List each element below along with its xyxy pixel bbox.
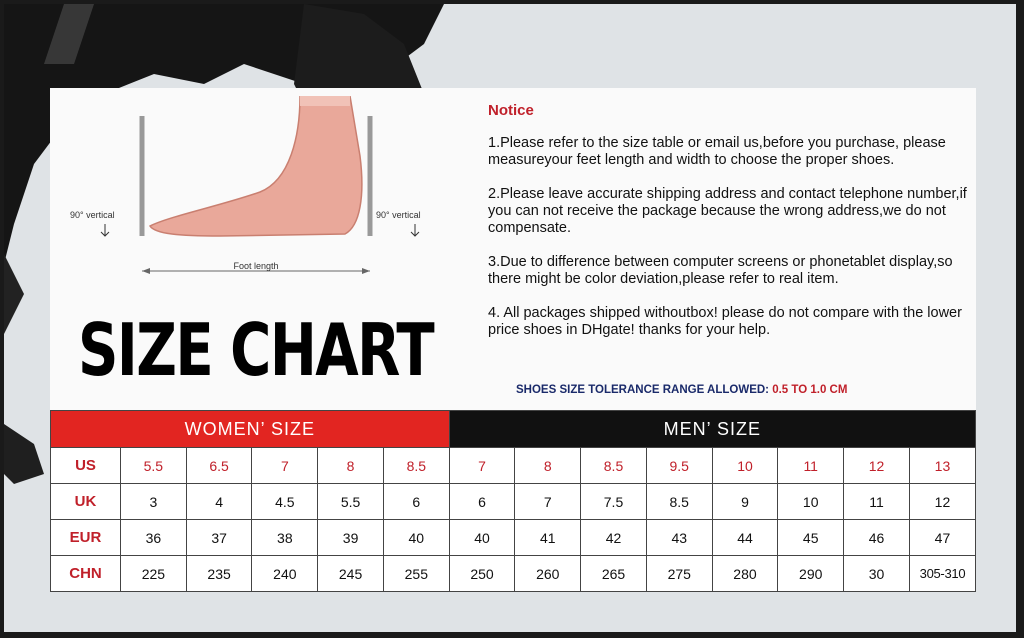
- table-cell: 47: [909, 520, 975, 556]
- size-chart-banner: [4, 4, 1016, 632]
- tolerance-note: [516, 384, 847, 396]
- table-row: [51, 520, 976, 556]
- table-cell: 6: [383, 484, 449, 520]
- table-cell: 260: [515, 556, 581, 592]
- table-cell: 45: [778, 520, 844, 556]
- table-cell: 12: [909, 484, 975, 520]
- foot-length-label: Foot length: [233, 261, 279, 271]
- table-cell: 8: [318, 448, 384, 484]
- table-cell: 40: [449, 520, 515, 556]
- row-label: US: [51, 448, 121, 484]
- table-cell: 280: [712, 556, 778, 592]
- table-cell: 37: [186, 520, 252, 556]
- women-size-header: WOMEN’ SIZE: [51, 411, 450, 448]
- foot-icon: [150, 96, 362, 236]
- notice-item: 3.Due to difference between computer screens or phonetablet display,so there might be color deviation,please refer to real item.: [488, 254, 953, 287]
- table-cell: 8.5: [646, 484, 712, 520]
- table-cell: 235: [186, 556, 252, 592]
- table-cell: 3: [121, 484, 187, 520]
- size-table: [50, 410, 976, 592]
- table-cell: 44: [712, 520, 778, 556]
- info-card: [50, 88, 976, 414]
- notice-section: [488, 102, 973, 356]
- table-cell: 8.5: [383, 448, 449, 484]
- table-row: [51, 484, 976, 520]
- table-cell: 250: [449, 556, 515, 592]
- table-cell: 40: [383, 520, 449, 556]
- table-cell: 240: [252, 556, 318, 592]
- table-cell: 275: [646, 556, 712, 592]
- table-cell: 8.5: [581, 448, 647, 484]
- table-cell: 265: [581, 556, 647, 592]
- notice-item: 1.Please refer to the size table or email us,before you purchase, please measureyour feet length and width to choose the proper shoes.: [488, 135, 946, 168]
- table-cell: 4: [186, 484, 252, 520]
- size-chart-title: SIZE CHART: [78, 308, 434, 392]
- table-cell: 46: [844, 520, 910, 556]
- table-cell: 43: [646, 520, 712, 556]
- table-cell: 42: [581, 520, 647, 556]
- table-cell: 225: [121, 556, 187, 592]
- table-header-row: [51, 411, 976, 448]
- notice-item: 4. All packages shipped withoutbox! please do not compare with the lower price shoes in DHgate! thanks for your help.: [488, 305, 962, 338]
- table-cell: 30: [844, 556, 910, 592]
- table-cell: 39: [318, 520, 384, 556]
- table-cell: 6: [449, 484, 515, 520]
- row-label: UK: [51, 484, 121, 520]
- table-cell: 305-310: [909, 556, 975, 592]
- table-cell: 255: [383, 556, 449, 592]
- table-cell: 7: [515, 484, 581, 520]
- row-label: EUR: [51, 520, 121, 556]
- notice-item: 2.Please leave accurate shipping address and contact telephone number,if you can not receive the package because the wrong address,we do not compensate.: [488, 186, 967, 236]
- men-size-header: MEN’ SIZE: [449, 411, 975, 448]
- table-row: [51, 556, 976, 592]
- table-cell: 41: [515, 520, 581, 556]
- table-cell: 4.5: [252, 484, 318, 520]
- right-vertical-label: 90° vertical: [376, 210, 421, 220]
- tolerance-label: SHOES SIZE TOLERANCE RANGE ALLOWED:: [516, 384, 773, 396]
- table-cell: 5.5: [121, 448, 187, 484]
- table-cell: 13: [909, 448, 975, 484]
- table-cell: 9: [712, 484, 778, 520]
- table-cell: 5.5: [318, 484, 384, 520]
- row-label: CHN: [51, 556, 121, 592]
- table-cell: 11: [844, 484, 910, 520]
- table-cell: 36: [121, 520, 187, 556]
- table-cell: 6.5: [186, 448, 252, 484]
- table-cell: 290: [778, 556, 844, 592]
- table-cell: 7: [252, 448, 318, 484]
- table-cell: 245: [318, 556, 384, 592]
- table-cell: 10: [712, 448, 778, 484]
- table-cell: 10: [778, 484, 844, 520]
- tolerance-range: 0.5 TO 1.0 CM: [772, 384, 848, 396]
- notice-title: Notice: [488, 102, 534, 119]
- table-cell: 7: [449, 448, 515, 484]
- table-cell: 9.5: [646, 448, 712, 484]
- table-cell: 11: [778, 448, 844, 484]
- table-cell: 38: [252, 520, 318, 556]
- table-cell: 7.5: [581, 484, 647, 520]
- left-vertical-label: 90° vertical: [70, 210, 115, 220]
- foot-measurement-diagram: [60, 96, 460, 296]
- table-cell: 8: [515, 448, 581, 484]
- table-cell: 12: [844, 448, 910, 484]
- table-row: [51, 448, 976, 484]
